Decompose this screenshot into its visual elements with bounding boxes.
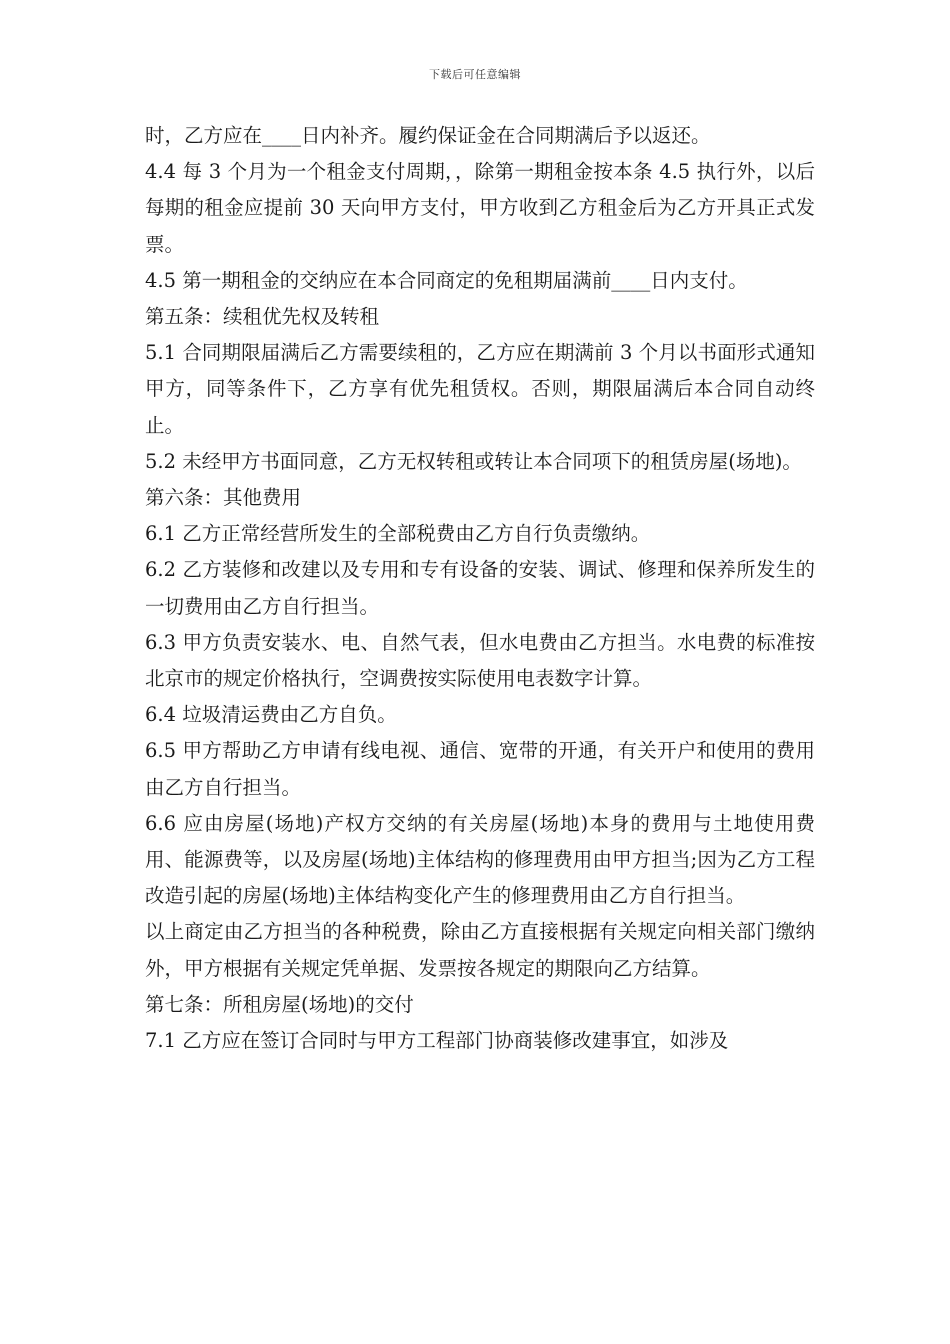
paragraph-6-5: 6.5 甲方帮助乙方申请有线电视、通信、宽带的开通，有关开户和使用的费用由乙方自行担当。 — [145, 739, 815, 799]
heading-article-5: 第五条：续租优先权及转租 — [145, 305, 380, 329]
paragraph-6-3: 6.3 甲方负责安装水、电、自然气表，但水电费由乙方担当。水电费的标准按北京市的规定价格执行，空调费按实际使用电表数字计算。 — [145, 630, 815, 691]
page-header: 下载后可任意编辑 — [429, 68, 521, 81]
paragraph-7-1: 7.1 乙方应在签订合同时与甲方工程部门协商装修改建事宜，如涉及 — [145, 1029, 729, 1053]
paragraph-deposit-return: 时，乙方应在____日内补齐。履约保证金在合同期满后予以返还。 — [145, 124, 711, 147]
paragraph-taxes-settlement: 以上商定由乙方担当的各种税费，除由乙方直接根据有关规定向相关部门缴纳外，甲方根据有关规定凭单据、发票按各规定的期限向乙方结算。 — [145, 920, 815, 980]
paragraph-4-5: 4.5 第一期租金的交纳应在本合同商定的免租期届满前____日内支付。 — [145, 268, 748, 292]
contract-body — [145, 118, 815, 1059]
paragraph-6-2: 6.2 乙方装修和改建以及专用和专有设备的安装、调试、修理和保养所发生的一切费用由乙方自行担当。 — [145, 558, 815, 618]
paragraph-6-4: 6.4 垃圾清运费由乙方自负。 — [145, 703, 397, 727]
paragraph-5-2: 5.2 未经甲方书面同意，乙方无权转租或转让本合同项下的租赁房屋(场地)。 — [145, 449, 802, 473]
paragraph-5-1: 5.1 合同期限届满后乙方需要续租的，乙方应在期满前 3 个月以书面形式通知甲方，同等条件下，乙方享有优先租赁权。否则，期限届满后本合同自动终止。 — [145, 341, 815, 437]
paragraph-4-4: 4.4 每 3 个月为一个租金支付周期，，除第一期租金按本条 4.5 执行外，以后每期的租金应提前 30 天向甲方支付，甲方收到乙方租金后为乙方开具正式发票。 — [145, 160, 815, 256]
paragraph-6-1: 6.1 乙方正常经营所发生的全部税费由乙方自行负责缴纳。 — [145, 522, 651, 546]
paragraph-6-6: 6.6 应由房屋(场地)产权方交纳的有关房屋(场地)本身的费用与土地使用费用、能源费等，以及房屋(场地)主体结构的修理费用由甲方担当;因为乙方工程改造引起的房屋(场地)主体结构变化产生的修理费用由乙方自行担当。 — [145, 811, 815, 908]
heading-article-6: 第六条：其他费用 — [145, 486, 302, 510]
heading-article-7: 第七条：所租房屋(场地)的交付 — [145, 992, 414, 1016]
